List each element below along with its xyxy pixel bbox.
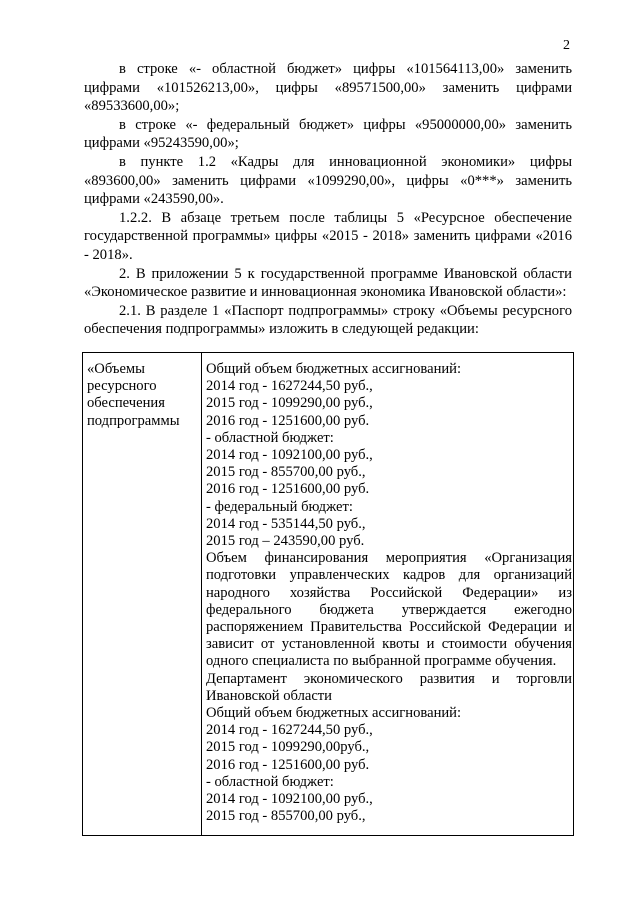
- paragraph-federal-budget: в строке «- федеральный бюджет» цифры «95000000,00» заменить цифрами «95243590,00»;: [84, 116, 572, 152]
- content-paragraph: Объем финансирования мероприятия «Организация подготовки управленческих кадров для организаций народного хозяйства Российской Федерации» из федерального бюджета утверждается ежегодно распоряжением Правительства Российской Федерации и зависит от установленной квоты и стоимости обучения одного специалиста по выбранной программе обучения.: [206, 550, 572, 670]
- content-line: 2014 год - 1627244,50 руб.,: [206, 378, 373, 395]
- left-line: обеспечения: [87, 395, 165, 412]
- content-line: 2014 год - 1627244,50 руб.,: [206, 722, 373, 739]
- content-line: 2014 год - 1092100,00 руб.,: [206, 447, 373, 464]
- content-line: 2014 год - 535144,50 руб.,: [206, 515, 366, 532]
- table-cell-content: [202, 353, 574, 836]
- table-row: [83, 353, 574, 836]
- content-line: Общий объем бюджетных ассигнований:: [206, 705, 462, 722]
- content-paragraph: Департамент экономического развития и торговли Ивановской области: [206, 670, 572, 704]
- paragraph-item-1-2: в пункте 1.2 «Кадры для инновационной экономики» цифры «893600,00» заменить цифрами «1099290,00», цифры «0***» заменить цифрами «243590,00».: [84, 153, 572, 208]
- table-cell-label: [83, 353, 202, 836]
- content-line: 2015 год - 1099290,00 руб.,: [206, 395, 373, 412]
- paragraph-appendix-5: 2. В приложении 5 к государственной программе Ивановской области «Экономическое развитие и инновационная экономика Ивановской области»:: [84, 265, 572, 301]
- content-line: 2015 год - 855700,00 руб.,: [206, 808, 366, 825]
- content-line: Общий объем бюджетных ассигнований:: [206, 361, 462, 377]
- content-line: 2015 год - 1099290,00руб.,: [206, 739, 370, 756]
- content-line: 2016 год - 1251600,00 руб.: [206, 412, 370, 429]
- content-line: - областной бюджет:: [206, 773, 334, 790]
- content-line: 2014 год - 1092100,00 руб.,: [206, 791, 373, 808]
- content-line: - федеральный бюджет:: [206, 498, 353, 515]
- left-line: ресурсного: [87, 378, 157, 395]
- content-line: 2015 год – 243590,00 руб.: [206, 533, 365, 550]
- paragraph-1-2-2: 1.2.2. В абзаце третьем после таблицы 5 «Ресурсное обеспечение государственной программы» цифры «2015 - 2018» заменить цифрами «2016 - 2018».: [84, 209, 572, 263]
- page-number: 2: [563, 38, 570, 53]
- left-line: «Объемы: [87, 361, 145, 377]
- document-body: [84, 60, 572, 339]
- passport-table: [82, 352, 574, 836]
- paragraph-2-1: 2.1. В разделе 1 «Паспорт подпрограммы» строку «Объемы ресурсного обеспечения подпрограммы» изложить в следующей редакции:: [84, 302, 572, 338]
- content-line: 2015 год - 855700,00 руб.,: [206, 464, 366, 481]
- content-line: - областной бюджет:: [206, 429, 334, 446]
- content-line: 2016 год - 1251600,00 руб.: [206, 756, 370, 773]
- left-line: подпрограммы: [87, 412, 180, 429]
- content-line: 2016 год - 1251600,00 руб.: [206, 481, 370, 498]
- paragraph-regional-budget: в строке «- областной бюджет» цифры «101564113,00» заменить цифрами «101526213,00», цифры «89571500,00» заменить цифрами «89533600,00»;: [84, 61, 572, 115]
